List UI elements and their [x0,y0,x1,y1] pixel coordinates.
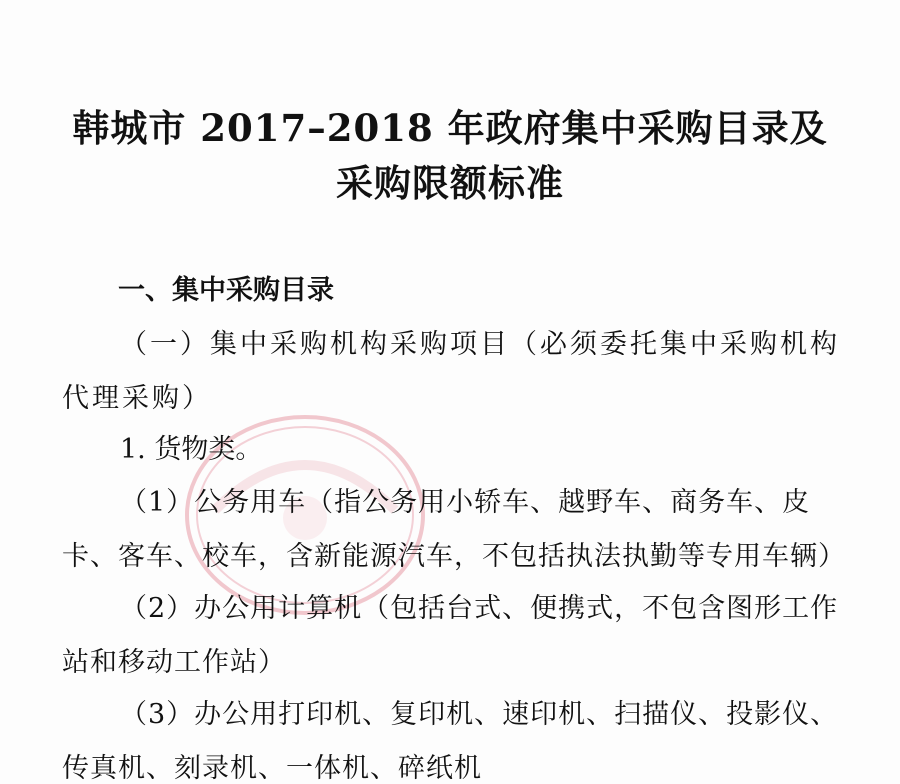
section-heading: 一、集中采购目录 [118,275,334,306]
paragraph-office-computers: （2）办公用计算机（包括台式、便携式，不包含图形工作站和移动工作站） [62,593,839,678]
paragraph-office-equipment: （3）办公用打印机、复印机、速印机、扫描仪、投影仪、传真机、刻录机、一体机、碎纸机 [62,699,839,784]
document-title-line-2: 采购限额标准 [336,161,564,205]
paragraph-goods-category: 1. 货物类。 [120,434,263,465]
paragraph-official-vehicles: （1）公务用车（指公务用小轿车、越野车、商务车、皮卡、客车、校车，含新能源汽车，不包括执法执勤等专用车辆） [62,487,846,572]
document-title-line-1: 韩城市 2017–2018 年政府集中采购目录及 [72,106,828,150]
paragraph-procurement-items: （一）集中采购机构采购项目（必须委托集中采购机构代理采购） [62,329,840,414]
